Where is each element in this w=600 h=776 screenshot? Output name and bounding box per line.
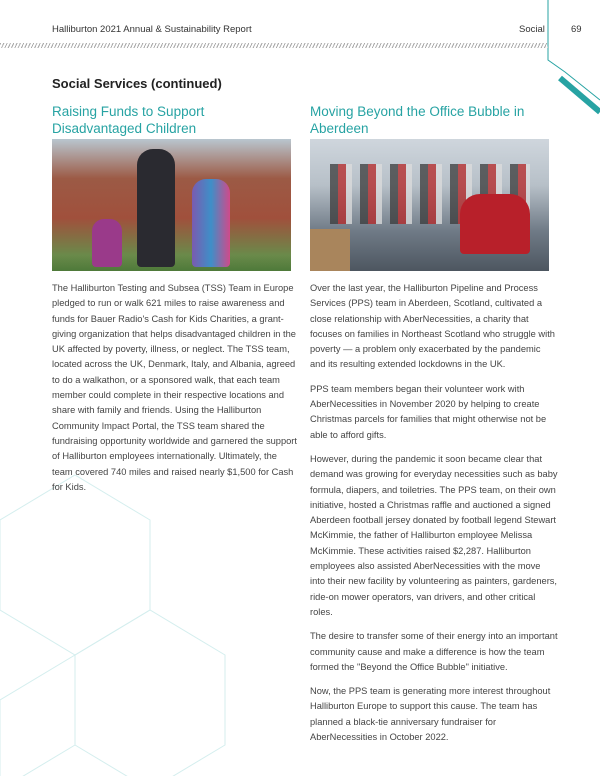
- paragraph: The desire to transfer some of their energy into an important community cause and make a difference is how the team formed the "Beyond the Office Bubble" initiative.: [310, 631, 558, 672]
- family-walk-photo: [52, 139, 291, 271]
- paragraph: Over the last year, the Halliburton Pipeline and Process Services (PPS) team in Aberdeen, Scotland, cultivated a close relationship with AberNecessities, a charity that focuses on families in Northeast Scotland who struggle with poverty — a problem only exacerbated by the pandemic and its resulting extended lockdowns in the UK.: [310, 283, 555, 370]
- paragraph: The Halliburton Testing and Subsea (TSS) Team in Europe pledged to run or walk 621 miles to raise awareness and funds for Bauer Radio's Cash for Kids Charities, a grant-giving organization that helps disadvantaged children in the UK affected by poverty, illness, or neglect. The TSS team, located across the UK, Denmark, Italy, and Albania, agreed to do a walkathon, or a sponsored walk, that each team member could complete in their respective locations and share with family and friends. Using the Halliburton Community Impact Portal, the TSS team shared the fundraising opportunity worldwide and garnered the support of Halliburton employees internationally. Ultimately, the team covered 740 miles and raised nearly $1,500 for Cash for Kids.: [52, 283, 297, 492]
- paragraph: PPS team members began their volunteer work with AberNecessities in November 2020 by helping to create Christmas parcels for families that might otherwise not be able to afford gifts.: [310, 383, 547, 440]
- section-name: Social: [519, 24, 545, 35]
- header-divider: [0, 43, 548, 48]
- left-heading: Raising Funds to Support Disadvantaged Children: [52, 104, 205, 136]
- page-number: 69: [571, 24, 582, 35]
- right-heading: Moving Beyond the Office Bubble in Aberdeen: [310, 104, 525, 136]
- office-group-photo: [310, 139, 549, 271]
- paragraph: Now, the PPS team is generating more interest throughout Halliburton Europe to support this cause. The team has planned a black-tie anniversary fundraiser for AberNecessities in October 2022.: [310, 686, 551, 743]
- paragraph: However, during the pandemic it soon became clear that demand was growing for everyday necessities such as baby formula, diapers, and toiletries. The PPS team, on their own initiative, hosted a Christmas raffle and auctioned a signed Aberdeen football jersey donated by football legend Stewart McKimmie, the father of Halliburton employee Melissa McKimmie. These activities raised $2,287. Halliburton employees also assisted AberNecessities with the move into their new facility by volunteering as painters, gardeners, ride-on mower operators, van drivers, and other critical roles.: [310, 453, 558, 617]
- section-title: Social Services (continued): [52, 76, 222, 91]
- right-column-text: [310, 281, 558, 754]
- left-column-text: [52, 281, 300, 504]
- report-title: Halliburton 2021 Annual & Sustainability Report: [52, 24, 252, 35]
